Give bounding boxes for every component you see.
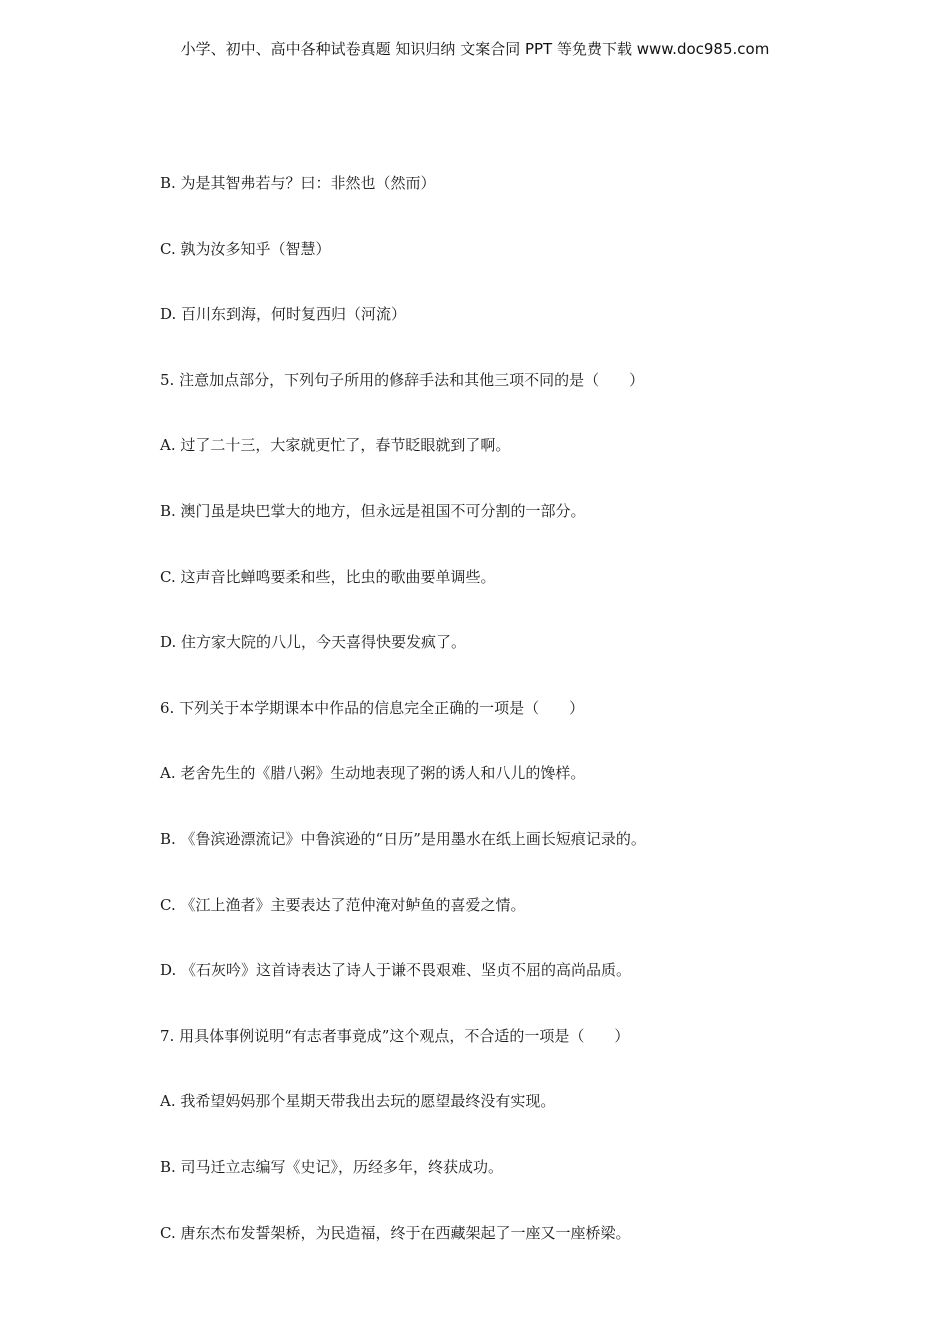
option-line: C. 这声音比蝉鸣要柔和些，比虫的歌曲要单调些。 [160,567,496,586]
option-line: B. 为是其智弗若与？曰：非然也（然而） [160,174,436,192]
question-line: 6. 下列关于本学期课本中作品的信息完全正确的一项是（ ） [160,698,585,717]
option-line: D. 《石灰吟》这首诗表达了诗人于谦不畏艰难、坚贞不屈的高尚品质。 [160,961,632,980]
option-line: C. 《江上渔者》主要表达了范仲淹对鲈鱼的喜爱之情。 [160,895,526,914]
option-line: B. 司马迁立志编写《史记》，历经多年，终获成功。 [160,1157,504,1176]
option-line: B. 《鲁滨逊漂流记》中鲁滨逊的“日历”是用墨水在纸上画长短痕记录的。 [160,829,646,848]
option-line: A. 我希望妈妈那个星期天带我出去玩的愿望最终没有实现。 [160,1092,556,1111]
option-line: C. 唐东杰布发誓架桥，为民造福，终于在西藏架起了一座又一座桥梁。 [160,1223,631,1242]
question-content [160,172,860,1287]
option-line: C. 孰为汝多知乎（智慧） [160,239,331,258]
option-line: A. 老舍先生的《腊八粥》生动地表现了粥的诱人和八儿的馋样。 [160,764,586,783]
question-line: 7. 用具体事例说明“有志者事竟成”这个观点，不合适的一项是（ ） [160,1026,630,1045]
option-line: D. 住方家大院的八儿，今天喜得快要发疯了。 [160,633,467,652]
page-header: 小学、初中、高中各种试卷真题 知识归纳 文案合同 PPT 等免费下载 www.doc985.com [180,40,770,58]
option-line: A. 过了二十三，大家就更忙了，春节眨眼就到了啊。 [160,436,511,455]
option-line: D. 百川东到海，何时复西归（河流） [160,305,407,324]
option-line: B. 澳门虽是块巴掌大的地方，但永远是祖国不可分割的一部分。 [160,501,586,520]
question-line: 5. 注意加点部分，下列句子所用的修辞手法和其他三项不同的是（ ） [160,370,645,389]
